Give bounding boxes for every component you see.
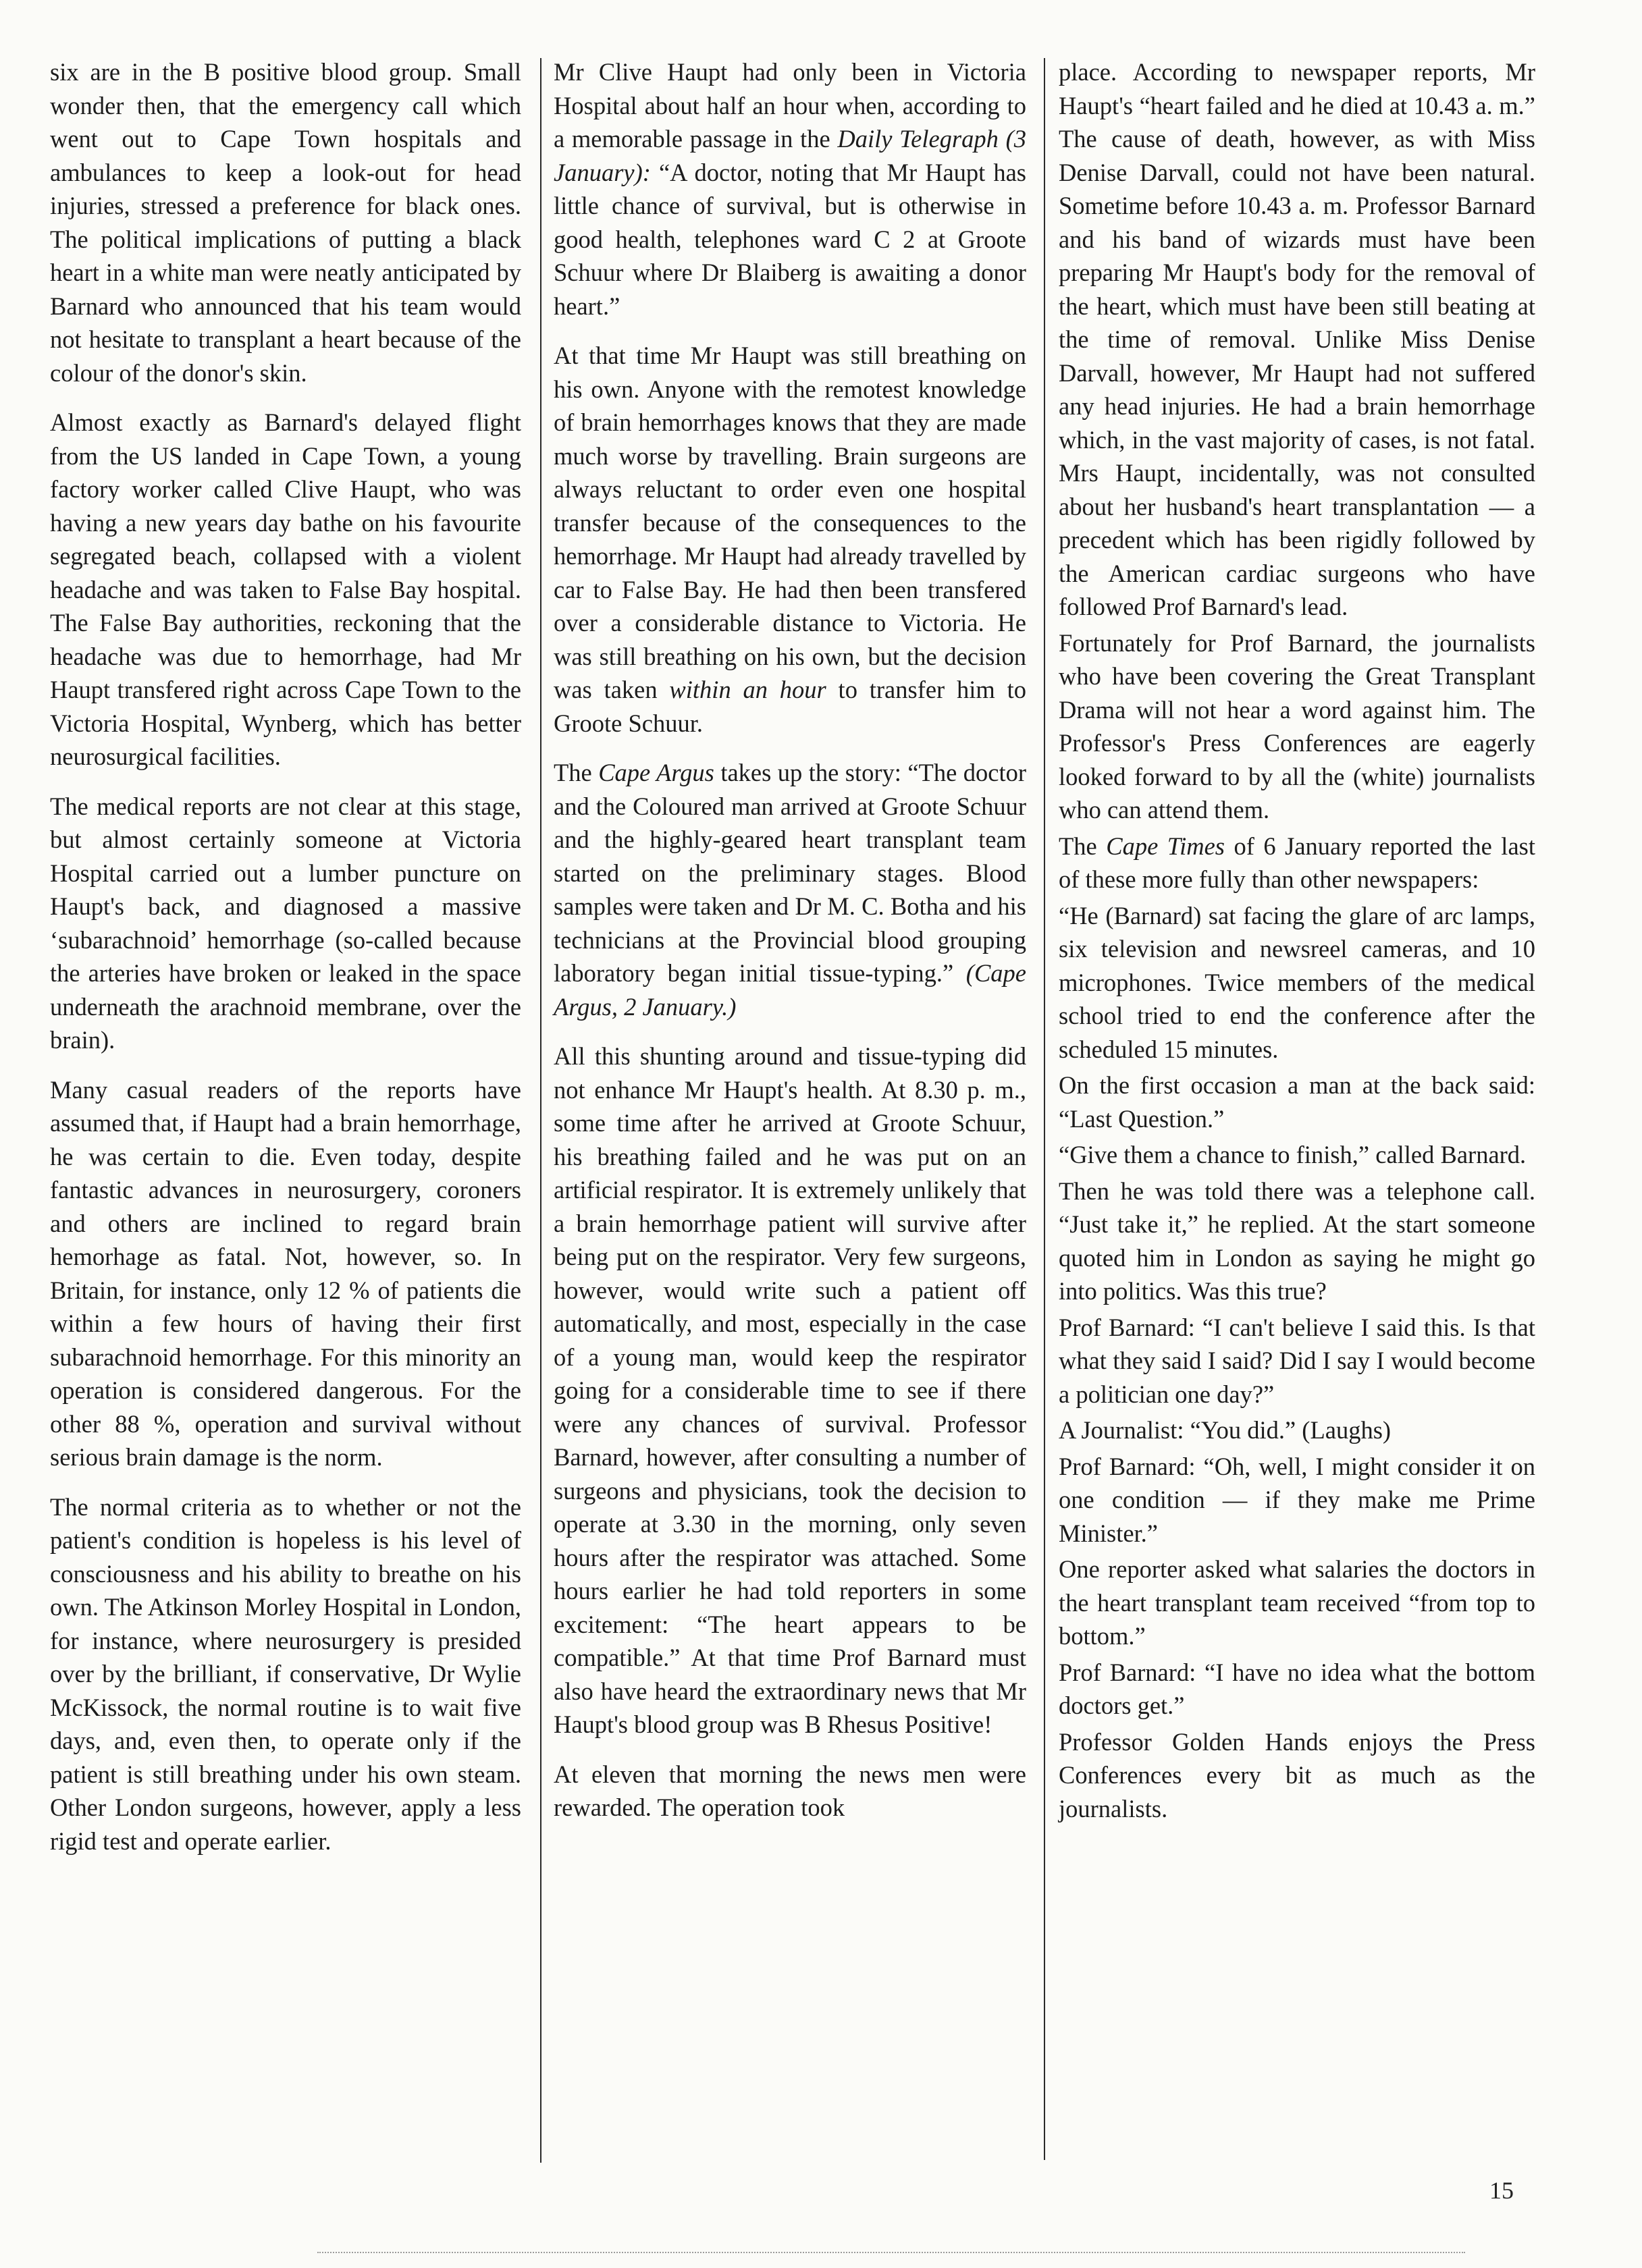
paragraph	[554, 339, 1026, 740]
citation: (Cape Argus, 2 January.)	[554, 959, 1026, 1021]
paragraph: Then he was told there was a telephone call. “Just take it,” he replied. At the start someone quoted him in London as saying he might go into politics. Was this true?	[1059, 1177, 1535, 1305]
text-run: The	[1059, 832, 1107, 860]
paragraph: At eleven that morning the news men were rewarded. The operation took	[554, 1760, 1026, 1821]
page-number: 15	[1489, 2177, 1514, 2204]
text-run: Mr Clive Haupt had only been in Victoria Hospital about half an hour when, according to a memorable passage in the	[554, 58, 1026, 153]
text-run: takes up the story: “The doctor and the Coloured man arrived at Groote Schuur and the highly-geared heart transplant team started on the preliminary stages. Blood samples were taken and Dr M. C. Botha and his technicians at the Provincial blood grouping laboratory began initial tissue-typing.”	[554, 759, 1026, 987]
paragraph: On the first occasion a man at the back said: “Last Question.”	[1059, 1071, 1535, 1133]
column-2	[554, 55, 1026, 1841]
paragraph: One reporter asked what salaries the doctors in the heart transplant team received “from top to bottom.”	[1059, 1555, 1535, 1650]
paragraph: Prof Barnard: “I can't believe I said this. Is that what they said I said? Did I say I would become a politician one day?”	[1059, 1313, 1535, 1408]
paragraph: Many casual readers of the reports have assumed that, if Haupt had a brain hemorrhage, he was certain to die. Even today, despite fantastic advances in neurosurgery, coroners and others are inclined to regard brain hemorhage as fatal. Not, however, so. In Britain, for instance, only 12 % of patients die within a few hours of having their first subarachnoid hemorrhage. For this minority an operation is considered dangerous. For the other 88 %, operation and survival without serious brain damage is the norm.	[50, 1075, 521, 1471]
page-bottom-rule	[317, 2252, 1465, 2254]
column-1	[50, 55, 521, 1874]
paragraph: place. According to newspaper reports, Mr Haupt's “heart failed and he died at 10.43 a. m.” The cause of death, however, as with Miss Denise Darvall, could not have been natural. Sometime before 10.43 a. m. Professor Barnard and his band of wizards must have been preparing Mr Haupt's body for the removal of the heart, which must have been still beating at the time of removal. Unlike Miss Denise Darvall, however, Mr Haupt had not suffered any head injuries. He had a brain hemorrhage which, in the vast majority of cases, is not fatal. Mrs Haupt, incidentally, was not consulted about her husband's heart transplantation — a precedent which has been rigidly followed by the American cardiac surgeons who have followed Prof Barnard's lead.	[1059, 58, 1535, 620]
column-divider	[540, 58, 541, 2163]
paragraph: The normal criteria as to whether or not the patient's condition is hopeless is his level of consciousness and his ability to breathe on his own. The Atkinson Morley Hospital in London, for instance, where neurosurgery is presided over by the brilliant, if conservative, Dr Wylie McKissock, the normal routine is to wait five days, and, even then, to operate only if the patient is still breathing under his own steam. Other London surgeons, however, apply a less rigid test and operate earlier.	[50, 1492, 521, 1855]
publication-name: Cape Argus	[598, 759, 714, 786]
paragraph: The medical reports are not clear at this stage, but almost certainly someone at Victoria Hospital carried out a lumber puncture on Haupt's back, and diagnosed a massive ‘subarachnoid’ hemorrhage (so-called because the arteries have broken or leaked in the space underneath the arachnoid membrane, over the brain).	[50, 792, 521, 1054]
column-divider	[1044, 58, 1045, 2160]
paragraph	[554, 55, 1026, 323]
publication-name: Daily Telegraph (3 January):	[554, 125, 1026, 186]
paragraph: Fortunately for Prof Barnard, the journalists who have been covering the Great Transplant Drama will not hear a word against him. The Professor's Press Conferences are eagerly looked forward to by all the (white) journalists who can attend them.	[1059, 628, 1535, 824]
paragraph: “He (Barnard) sat facing the glare of arc lamps, six television and newsreel cameras, and 10 microphones. Twice members of the medical school tried to end the conference after the scheduled 15 minutes.	[1059, 901, 1535, 1063]
column-3	[1059, 55, 1535, 1828]
text-run: to transfer him to Groote Schuur.	[554, 676, 1026, 737]
text-run: of 6 January reported the last of these more fully than other newspapers:	[1059, 832, 1535, 893]
paragraph: Prof Barnard: “I have no idea what the bottom doctors get.”	[1059, 1658, 1535, 1719]
paragraph: six are in the B positive blood group. Small wonder then, that the emergency call which went out to Cape Town hospitals and ambulances to keep a look-out for head injuries, stressed a preference for black ones. The political implications of putting a black heart in a white man were neatly anticipated by Barnard who announced that his team would not hesitate to transplant a heart because of the colour of the donor's skin.	[50, 58, 521, 387]
paragraph	[1059, 830, 1535, 896]
publication-name: Cape Times	[1106, 832, 1225, 860]
paragraph: Prof Barnard: “Oh, well, I might consider it on one condition — if they make me Prime Minister.”	[1059, 1452, 1535, 1547]
paragraph: “Give them a chance to finish,” called Barnard.	[1059, 1141, 1527, 1168]
text-run: The	[554, 759, 599, 786]
paragraph: All this shunting around and tissue-typing did not enhance Mr Haupt's health. At 8.30 p. m., some time after he arrived at Groote Schuur, his breathing failed and he was put on an artificial respirator. It is extremely unlikely that a brain hemorrhage patient will survive after being put on the respirator. Very few surgeons, however, would write such a patient off automatically, and most, especially in the case of a young man, would keep the respirator going for a considerable time to see if there were any chances of survival. Professor Barnard, however, after consulting a number of surgeons and physicians, took the decision to operate at 3.30 in the morning, only seven hours after the respirator was attached. Some hours earlier he had told reporters in some excitement: “The heart appears to be compatible.” At that time Prof Barnard must also have heard the extraordinary news that Mr Haupt's blood group was B Rhesus Positive!	[554, 1042, 1026, 1738]
text-run: At that time Mr Haupt was still breathing on his own. Anyone with the remotest knowledge of brain hemorrhages knows that they are made much worse by travelling. Brain surgeons are always reluctant to order even one hospital transfer because of the consequences to the hemorrhage. Mr Haupt had already travelled by car to False Bay. He had then been transfered over a considerable distance to Victoria. He was still breathing on his own, but the decision was taken	[554, 342, 1026, 703]
paragraph: Professor Golden Hands enjoys the Press Conferences every bit as much as the journalists.	[1059, 1727, 1535, 1823]
paragraph: Almost exactly as Barnard's delayed flight from the US landed in Cape Town, a young factory worker called Clive Haupt, who was having a new years day bathe on his favourite segregated beach, collapsed with a violent headache and was taken to False Bay hospital. The False Bay authorities, reckoning that the headache was due to hemorrhage, had Mr Haupt transfered right across Cape Town to the Victoria Hospital, Wynberg, which has better neurosurgical facilities.	[50, 408, 521, 770]
paragraph	[554, 756, 1026, 1023]
emphasis: within an hour	[669, 676, 826, 703]
text-run: “A doctor, noting that Mr Haupt has little chance of survival, but is otherwise in good health, telephones ward C 2 at Groote Schuur where Dr Blaiberg is awaiting a donor heart.”	[554, 158, 1026, 320]
paragraph: A Journalist: “You did.” (Laughs)	[1059, 1416, 1392, 1444]
